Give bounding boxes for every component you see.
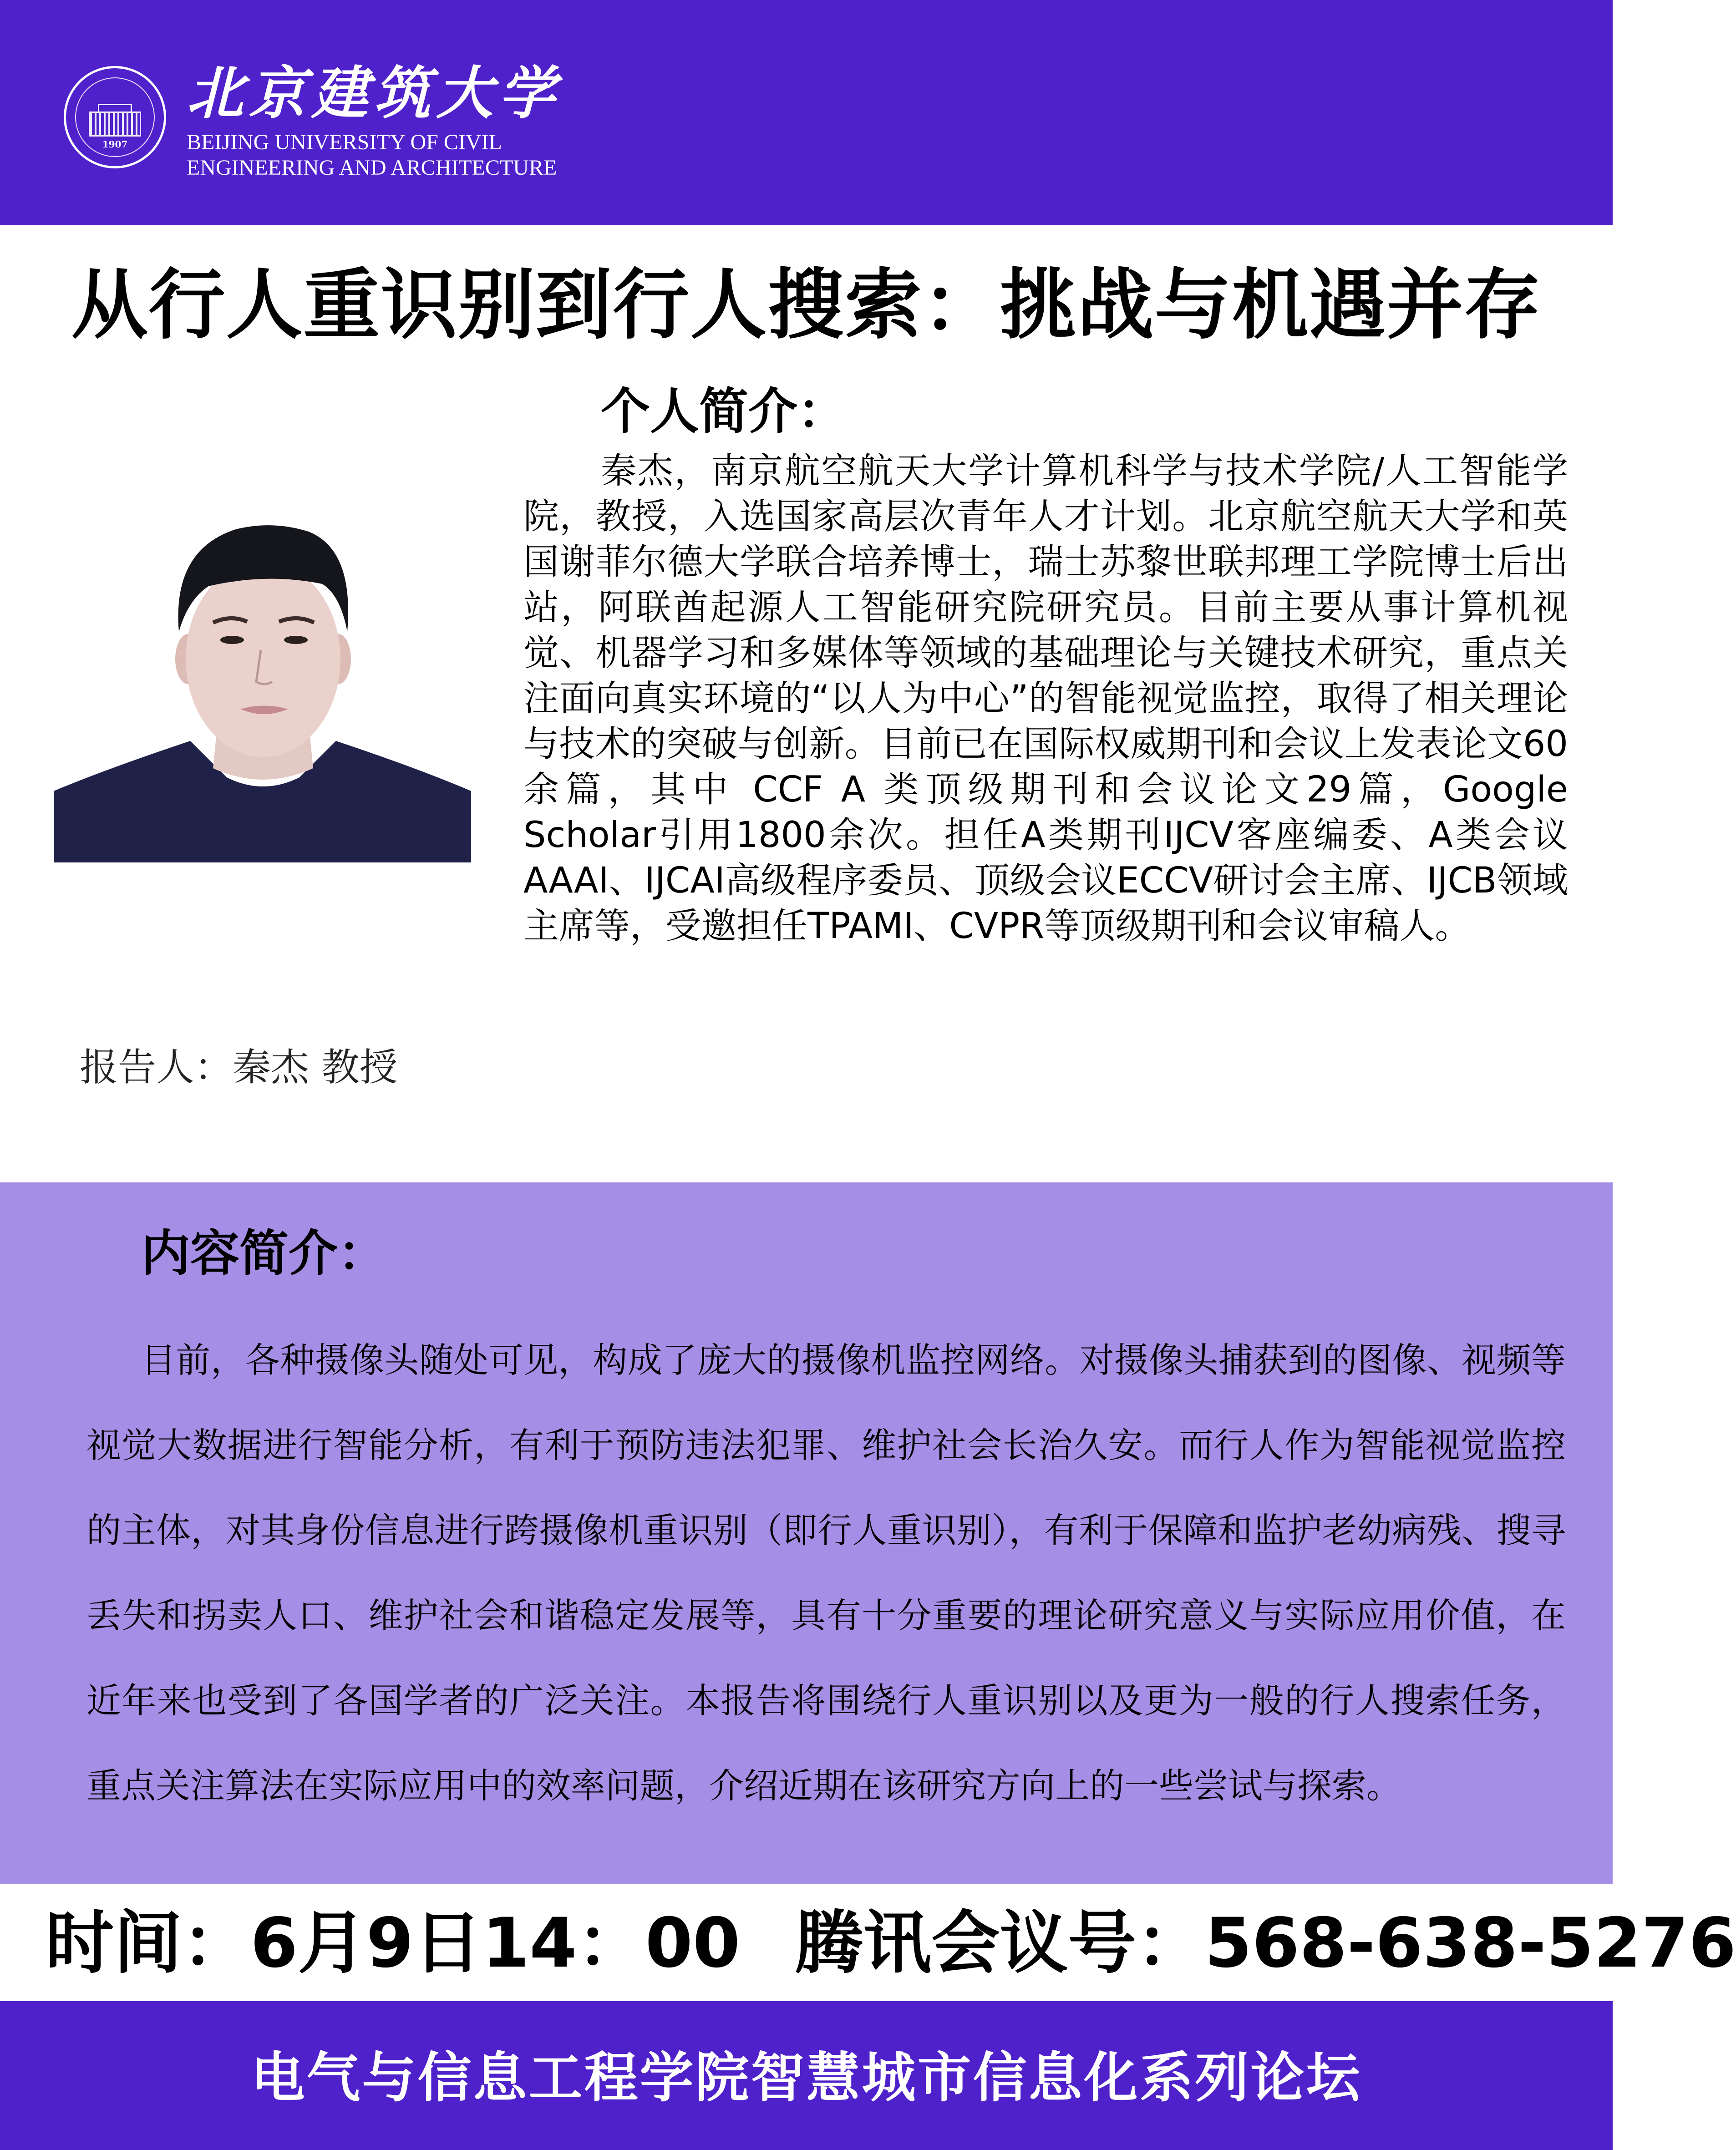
university-name-cn: 北京建筑大学 xyxy=(187,60,561,127)
seal-year: 1907 xyxy=(102,139,128,150)
seal-building-icon xyxy=(89,112,141,137)
bio-text xyxy=(523,448,1568,949)
meeting-label: 腾讯会议号： xyxy=(795,1904,1205,1983)
bio-heading: 个人简介： xyxy=(601,383,847,440)
content-paragraph: 目前，各种摄像头随处可见，构成了庞大的摄像机监控网络。对摄像头捕获到的图像、视频等视觉大数据进行智能分析，有利于预防违法犯罪、维护社会长治久安。而行人作为智能视觉监控的主体，对其身份信息进行跨摄像机重识别（即行人重识别），有利于保障和监护老幼病残、搜寻丢失和拐卖人口、维护社会和谐稳定发展等，具有十分重要的理论研究意义与实际应用价值，在近年来也受到了各国学者的广泛关注。本报告将围绕行人重识别以及更为一般的行人搜索任务，重点关注算法在实际应用中的效率问题，介绍近期在该研究方向上的一些尝试与探索。 xyxy=(86,1340,1566,1806)
university-seal-icon xyxy=(64,66,166,168)
portrait-icon xyxy=(54,495,471,862)
university-name-en xyxy=(187,130,557,181)
bio-paragraph: 秦杰，南京航空航天大学计算机科学与技术学院/人工智能学院，教授，入选国家高层次青年人才计划。北京航空航天大学和英国谢菲尔德大学联合培养博士，瑞士苏黎世联邦理工学院博士后出站，阿联酋起源人工智能研究院研究员。目前主要从事计算机视觉、机器学习和多媒体等领域的基础理论与关键技术研究，重点关注面向真实环境的“以人为中心”的智能视觉监控，取得了相关理论与技术的突破与创新。目前已在国际权威期刊和会议上发表论文60余篇，其中 CCF A 类顶级期刊和会议论文29篇，Google Scholar引用1800余次。担任A类期刊IJCV客座编委、A类会议AAAI、IJCAI高级程序委员、顶级会议ECCV研讨会主席、IJCB领域主席等，受邀担任TPAMI、CVPR等顶级期刊和会议审稿人。 xyxy=(523,451,1568,947)
meeting-id[interactable]: 568-638-5276 xyxy=(1204,1904,1736,1983)
content-text xyxy=(86,1318,1566,1828)
university-name-en-line1: BEIJING UNIVERSITY OF CIVIL xyxy=(187,130,502,154)
speaker-photo xyxy=(54,495,471,862)
time-value: 6月9日14：00 xyxy=(250,1904,741,1983)
seal-building-roof xyxy=(98,104,132,112)
time-label: 时间： xyxy=(46,1904,251,1983)
page-title: 从行人重识别到行人搜索：挑战与机遇并存 xyxy=(71,260,1542,350)
content-heading: 内容简介： xyxy=(141,1225,387,1282)
footer-forum-name: 电气与信息工程学院智慧城市信息化系列论坛 xyxy=(251,2046,1362,2109)
university-name-en-line2: ENGINEERING AND ARCHITECTURE xyxy=(187,156,557,180)
event-info xyxy=(46,1896,1736,1991)
speaker-caption: 报告人：秦杰 教授 xyxy=(80,1045,398,1090)
